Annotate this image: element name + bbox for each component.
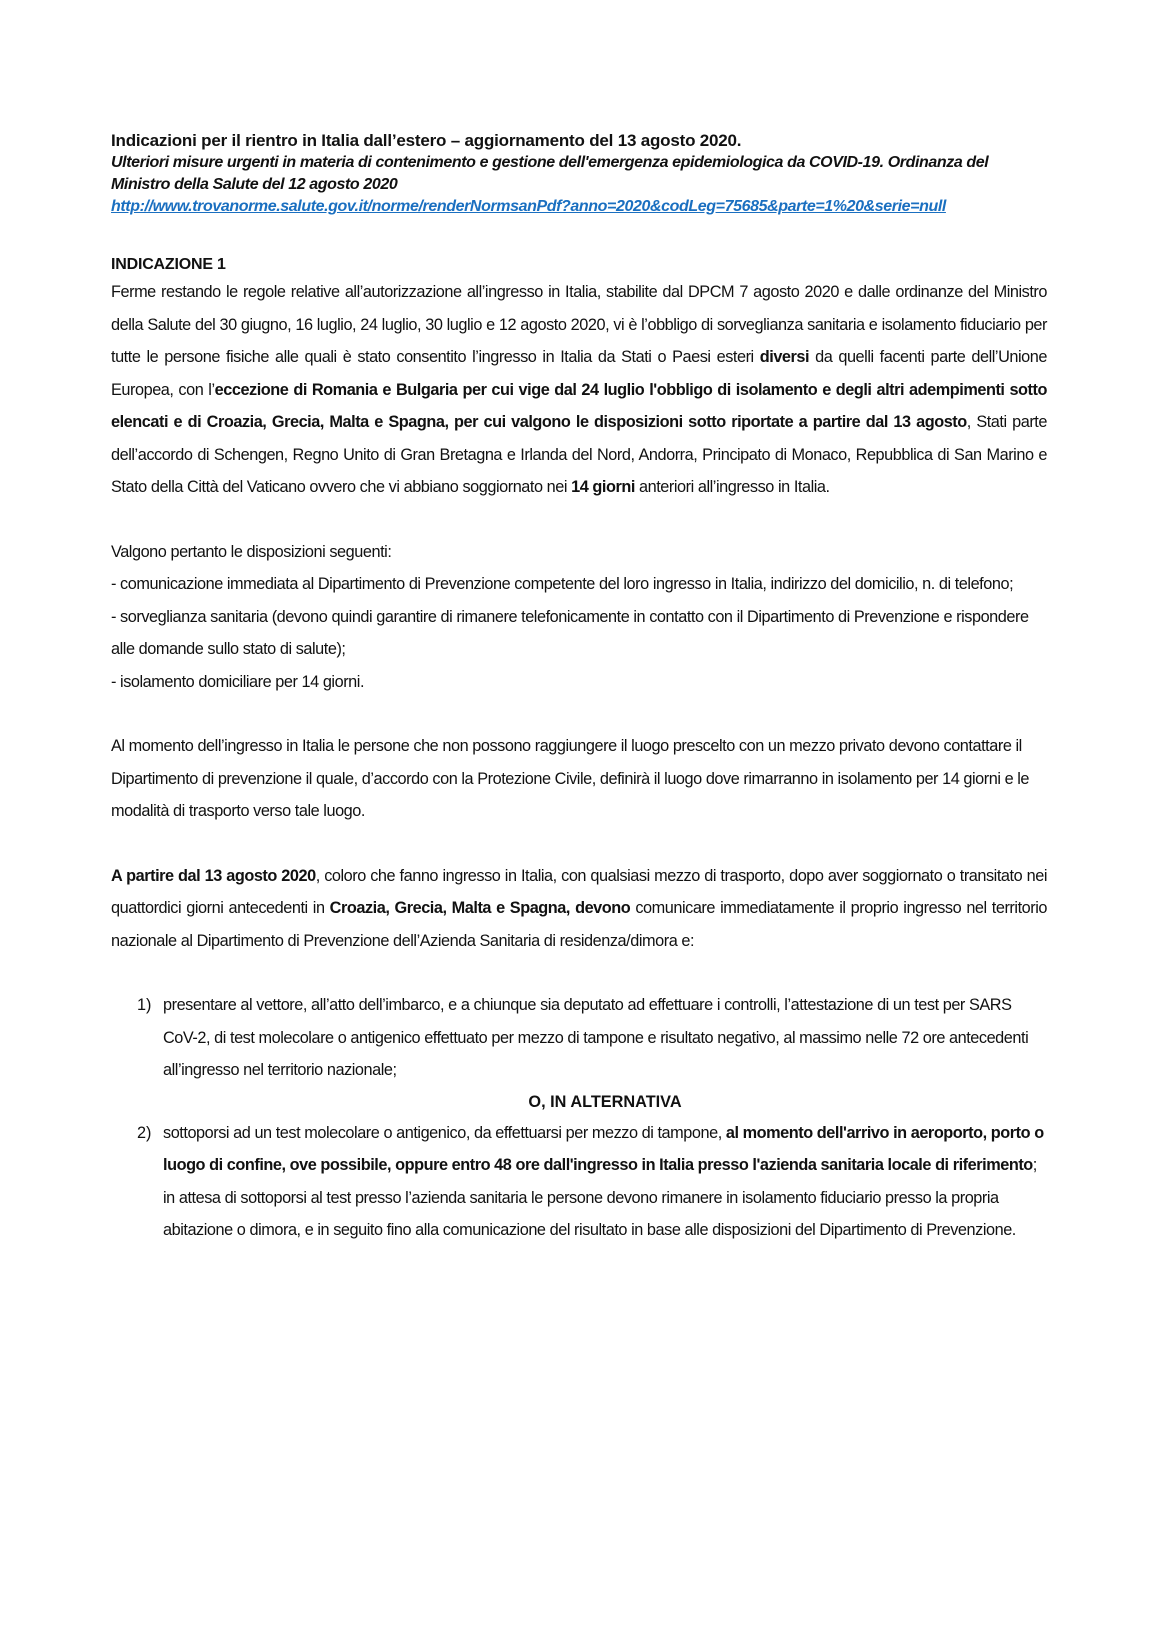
provision-item: - sorveglianza sanitaria (devono quindi garantire di rimanere telefonicamente in contatto con il Dipartimento di Prevenzione e rispondere alle domande sullo stato di salute); [111, 607, 1029, 658]
provision-item: - isolamento domiciliare per 14 giorni. [111, 672, 365, 691]
paragraph-from-13-august: A partire dal 13 agosto 2020, coloro che fanno ingresso in Italia, con qualsiasi mezzo di trasporto, dopo aver soggiornato o transitato nei quattordici giorni antecedenti in Croazia, Grecia, Malta e Spagna, devono comunicare immediatamente il proprio ingresso nel territorio nazionale al Dipartimento di Prevenzione dell’Azienda Sanitaria di residenza/dimora e: [111, 866, 1047, 950]
provision-item: - comunicazione immediata al Dipartimento di Prevenzione competente del loro ingresso in Italia, indirizzo del domicilio, n. di telefono; [111, 575, 1014, 593]
requirements-list [111, 989, 1047, 1247]
document-title: Indicazioni per il rientro in Italia dall’estero – aggiornamento del 13 agosto 2020. [111, 131, 742, 150]
list-item-text: sottoporsi ad un test molecolare o antigenico, da effettuarsi per mezzo di tampone, al momento dell'arrivo in aeroporto, porto o luogo di confine, ove possibile, oppure entro 48 ore dall'ingresso in Italia presso l'azienda sanitaria locale di riferimento; in attesa di sottoporsi al test presso l’azienda sanitaria le persone devono rimanere in isolamento fiduciario presso la propria abitazione o dimora, e in seguito fino alla comunicazione del risultato in base alle disposizioni del Dipartimento di Prevenzione. [163, 1123, 1044, 1239]
list-number: 2) [137, 1123, 152, 1142]
list-item [111, 989, 1047, 1087]
document-body [111, 130, 1047, 1247]
alternative-separator: O, IN ALTERNATIVA [528, 1092, 682, 1111]
ordinance-link[interactable]: http://www.trovanorme.salute.gov.it/norme/renderNormsanPdf?anno=2020&codLeg=75685&parte=1%20&serie=null [111, 198, 946, 215]
paragraph-private-transport: Al momento dell’ingresso in Italia le persone che non possono raggiungere il luogo prescelto con un mezzo privato devono contattare il Dipartimento di prevenzione il quale, d’accordo con la Protezione Civile, definirà il luogo dove rimarranno in isolamento per 14 giorni e le modalità di trasporto verso tale luogo. [111, 737, 1030, 820]
paragraph-regulations: Ferme restando le regole relative all’autorizzazione all’ingresso in Italia, stabilite dal DPCM 7 agosto 2020 e dalle ordinanze del Ministro della Salute del 30 giugno, 16 luglio, 24 luglio, 30 luglio e 12 agosto 2020, vi è l’obbligo di sorveglianza sanitaria e isolamento fiduciario per tutte le persone fisiche alle quali è stato consentito l’ingresso in Italia da Stati o Paesi esteri diversi da quelli facenti parte dell’Unione Europea, con l’eccezione di Romania e Bulgaria per cui vige dal 24 luglio l'obbligo di isolamento e degli altri adempimenti sotto elencati e di Croazia, Grecia, Malta e Spagna, per cui valgono le disposizioni sotto riportate a partire dal 13 agosto, Stati parte dell’accordo di Schengen, Regno Unito di Gran Bretagna e Irlanda del Nord, Andorra, Principato di Monaco, Repubblica di San Marino e Stato della Città del Vaticano ovvero che vi abbiano soggiornato nei 14 giorni anteriori all’ingresso in Italia. [111, 283, 1047, 496]
section-title: INDICAZIONE 1 [111, 256, 226, 273]
provisions-intro: Valgono pertanto le disposizioni seguenti: [111, 542, 392, 561]
list-item [111, 1117, 1047, 1247]
list-number: 1) [137, 996, 152, 1014]
list-item-text: presentare al vettore, all’atto dell’imbarco, e a chiunque sia deputato ad effettuare i controlli, l’attestazione di un test per SARS CoV-2, di test molecolare o antigenico effettuato per mezzo di tampone e risultato negativo, al massimo nelle 72 ore antecedenti all’ingresso nel territorio nazionale; [163, 996, 1029, 1079]
document-subtitle: Ulteriori misure urgenti in materia di contenimento e gestione dell'emergenza epidemiologica da COVID-19. Ordinanza del Ministro della Salute del 12 agosto 2020 [111, 154, 989, 193]
